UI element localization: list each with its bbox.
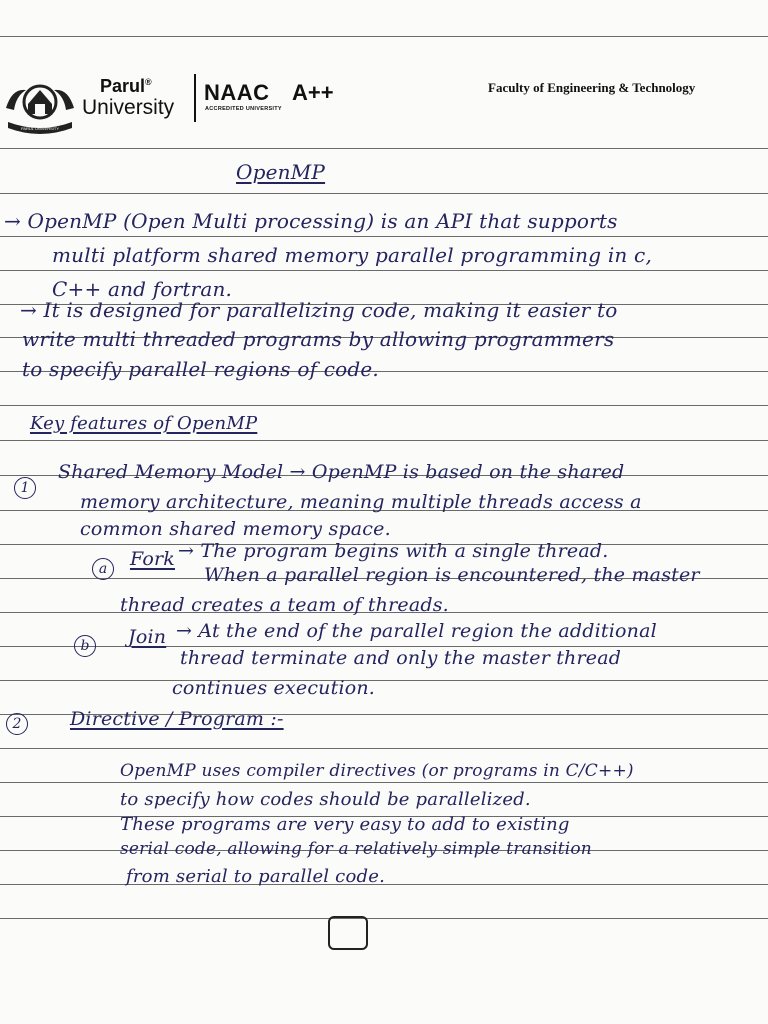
university-name: Parul®: [100, 76, 152, 96]
header-divider: [194, 74, 196, 122]
fork-line: → The program begins with a single thread.: [178, 540, 609, 562]
intro-line: → It is designed for parallelizing code, making it easier to: [20, 298, 618, 322]
feature2-heading: Directive / Program :-: [70, 708, 284, 730]
feature2-line: from serial to parallel code.: [126, 866, 385, 887]
join-line: → At the end of the parallel region the additional: [176, 620, 657, 642]
university-word: University: [82, 96, 175, 119]
notes-title: OpenMP: [236, 160, 326, 184]
page-header: [0, 70, 768, 140]
intro-line: to specify parallel regions of code.: [22, 357, 379, 381]
faculty-name: Faculty of Engineering & Technology: [488, 80, 696, 95]
sub-point-marker: a: [92, 558, 114, 580]
key-features-heading: Key features of OpenMP: [30, 413, 258, 434]
university-logo-icon: [0, 78, 80, 136]
feature2-line: OpenMP uses compiler directives (or programs in C/C++): [120, 761, 634, 781]
sub-point-marker: b: [74, 635, 96, 657]
join-label: Join: [128, 626, 167, 648]
feature-number-circle: 1: [14, 477, 36, 499]
intro-line: multi platform shared memory parallel programming in c,: [52, 243, 653, 267]
feature1-line: common shared memory space.: [80, 518, 391, 540]
feature2-line: to specify how codes should be parallelized.: [120, 789, 531, 810]
naac-label: NAAC: [204, 80, 270, 105]
join-line: continues execution.: [172, 677, 376, 699]
feature1-line: memory architecture, meaning multiple threads access a: [80, 491, 642, 513]
naac-grade: A++: [292, 80, 334, 105]
fork-label: Fork: [130, 548, 175, 570]
intro-line: C++ and fortran.: [52, 277, 233, 301]
intro-line: write multi threaded programs by allowing programmers: [22, 327, 615, 351]
naac-subtext: ACCREDITED UNIVERSITY: [205, 106, 282, 112]
fork-line: thread creates a team of threads.: [120, 594, 449, 616]
feature2-line: These programs are very easy to add to existing: [120, 814, 570, 835]
feature-number-circle: 2: [6, 713, 28, 735]
intro-line: → OpenMP (Open Multi processing) is an API that supports: [4, 209, 618, 233]
fork-line: When a parallel region is encountered, the master: [204, 564, 700, 586]
feature2-line: serial code, allowing for a relatively simple transition: [120, 839, 592, 859]
page-number-box: [328, 916, 368, 950]
logo-motto: PARUL UNIVERSITY: [20, 126, 60, 131]
feature1-line: Shared Memory Model → OpenMP is based on the shared: [58, 461, 625, 483]
join-line: thread terminate and only the master thread: [180, 647, 622, 669]
